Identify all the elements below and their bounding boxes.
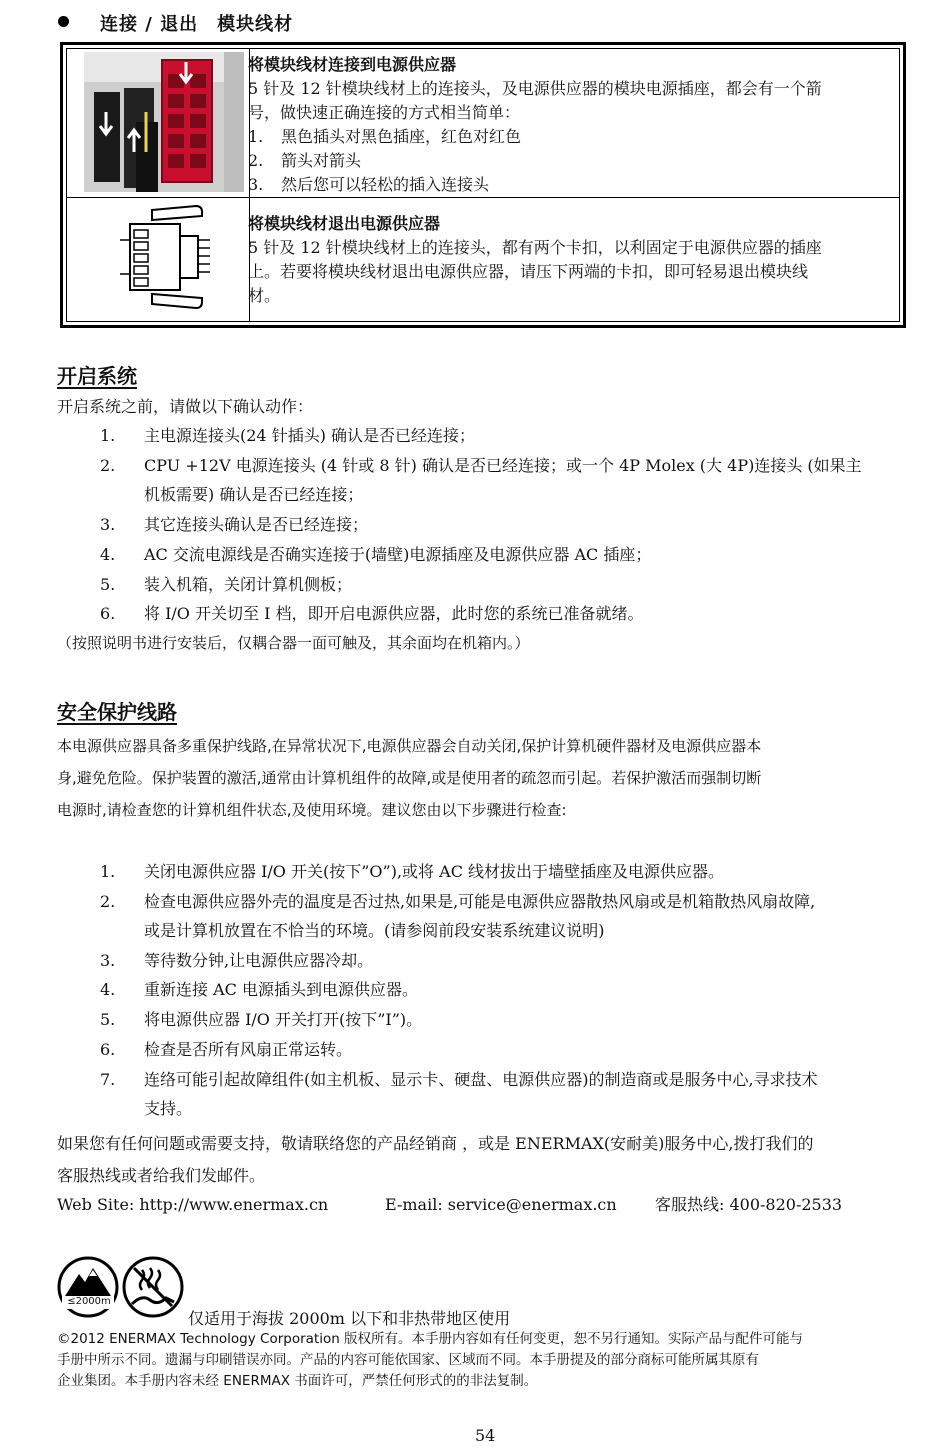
row1-line: 5 针及 12 针模块线材上的连接头，及电源供应器的模块电源插座，都会有一个箭 (248, 79, 822, 98)
non-tropical-badge-icon (122, 1256, 184, 1318)
item-text: 将电源供应器 I/O 开关打开(按下”I”)。 (144, 1010, 423, 1029)
item-number: 5. (100, 1010, 116, 1029)
row1-item-text: 箭头对箭头 (281, 151, 362, 170)
support-text: 客服热线或者给我们发邮件。 (57, 1166, 266, 1185)
row2-line: 5 针及 12 针模块线材上的连接头，都有两个卡扣，以利固定于电源供应器的插座 (248, 238, 822, 257)
row1-title: 将模块线材连接到电源供应器 (248, 55, 457, 74)
table-row-divider (67, 197, 899, 198)
item-number: 7. (100, 1070, 116, 1089)
item-number: 2. (100, 892, 116, 911)
power-on-title: 开启系统 (57, 364, 137, 388)
safety-paragraph: 本电源供应器具备多重保护线路,在异常状况下,电源供应器会自动关闭,保护计算机硬件器材及电源供应器本 (57, 737, 762, 755)
item-number: 1. (100, 426, 116, 445)
safety-title: 安全保护线路 (57, 700, 177, 724)
row2-title: 将模块线材退出电源供应器 (248, 214, 441, 233)
email-link[interactable]: E-mail: service@enermax.cn (385, 1195, 617, 1214)
item-text: 或是计算机放置在不恰当的环境。(请参阅前段安装系统建议说明) (144, 921, 605, 940)
row1-item-num: 3. (248, 175, 264, 194)
item-text: 关闭电源供应器 I/O 开关(按下”O”),或将 AC 线材拔出于墙壁插座及电源供应器。 (144, 862, 725, 881)
item-number: 6. (100, 1040, 116, 1059)
copyright-line: 企业集团。本手册内容未经 ENERMAX 书面许可，严禁任何形式的的非法复制。 (57, 1373, 538, 1389)
power-on-intro: 开启系统之前，请做以下确认动作： (57, 397, 314, 416)
row1-item-text: 然后您可以轻松的插入连接头 (281, 175, 490, 194)
copyright-line: 手册中所示不同。遗漏与印刷错误亦同。产品的内容可能依国家、区域而不同。本手册提及的部分商标可能所属其原有 (57, 1352, 759, 1368)
item-text: AC 交流电源线是否确实连接于(墙壁)电源插座及电源供应器 AC 插座； (144, 545, 652, 564)
bullet-dot (58, 16, 69, 27)
item-text: 支持。 (144, 1099, 193, 1118)
row2-line: 上。若要将模块线材退出电源供应器，请压下两端的卡扣，即可轻易退出模块线 (248, 262, 809, 281)
item-number: 4. (100, 545, 116, 564)
item-text: CPU +12V 电源连接头 (4 针或 8 针) 确认是否已经连接；或一个 4P Molex (大 4P)连接头 (如果主 (144, 456, 862, 475)
item-number: 2. (100, 456, 116, 475)
row1-item-num: 1. (248, 127, 264, 146)
item-text: 机板需要) 确认是否已经连接； (144, 485, 364, 504)
item-text: 将 I/O 开关切至 I 档，即开启电源供应器，此时您的系统已准备就绪。 (144, 604, 644, 623)
item-number: 3. (100, 515, 116, 534)
support-text: 如果您有任何问题或需要支持，敬请联络您的产品经销商 ，或是 ENERMAX(安耐美)服务中心,拨打我们的 (57, 1134, 814, 1153)
page-number: 54 (475, 1426, 496, 1445)
row1-line: 号，做快速正确连接的方式相当简单： (248, 103, 521, 122)
item-text: 装入机箱，关闭计算机侧板； (144, 575, 353, 594)
altitude-badge-label: ≤2000m (67, 1296, 111, 1307)
safety-paragraph: 身,避免危险。保护装置的激活,通常由计算机组件的故障,或是使用者的疏忽而引起。若保护激活而强制切断 (57, 769, 762, 787)
item-number: 3. (100, 951, 116, 970)
section-heading-connect: 连接 / 退出 模块线材 (100, 14, 294, 35)
connector-photo (84, 52, 244, 192)
item-number: 4. (100, 980, 116, 999)
item-text: 重新连接 AC 电源插头到电源供应器。 (144, 980, 418, 999)
item-text: 等待数分钟,让电源供应器冷却。 (144, 951, 374, 970)
row1-item-num: 2. (248, 151, 264, 170)
item-number: 5. (100, 575, 116, 594)
altitude-badge-icon (57, 1256, 119, 1318)
row1-item-text: 黑色插头对黑色插座，红色对红色 (281, 127, 522, 146)
item-number: 6. (100, 604, 116, 623)
item-text: 检查是否所有风扇正常运转。 (144, 1040, 353, 1059)
item-text: 主电源连接头(24 针插头) 确认是否已经连接； (144, 426, 476, 445)
item-text: 连络可能引起故障组件(如主机板、显示卡、硬盘、电源供应器)的制造商或是服务中心,寻求技术 (144, 1070, 818, 1089)
altitude-note: 仅适用于海拔 2000m 以下和非热带地区使用 (188, 1309, 511, 1328)
website-link[interactable]: Web Site: http://www.enermax.cn (57, 1195, 329, 1214)
row2-line: 材。 (248, 286, 281, 305)
item-text: 检查电源供应器外壳的温度是否过热,如果是,可能是电源供应器散热风扇或是机箱散热风扇故障, (144, 892, 816, 911)
item-text: 其它连接头确认是否已经连接； (144, 515, 369, 534)
power-on-note: （按照说明书进行安装后，仅耦合器一面可触及，其余面均在机箱内。） (57, 634, 530, 652)
safety-paragraph: 电源时,请检查您的计算机组件状态,及使用环境。建议您由以下步骤进行检查: (57, 801, 567, 819)
connector-latch-diagram (90, 200, 240, 320)
hotline-text: 客服热线: 400-820-2533 (655, 1195, 843, 1214)
item-number: 1. (100, 862, 116, 881)
copyright-line: ©2012 ENERMAX Technology Corporation 版权所有。本手册内容如有任何变更，恕不另行通知。实际产品与配件可能与 (57, 1331, 804, 1347)
